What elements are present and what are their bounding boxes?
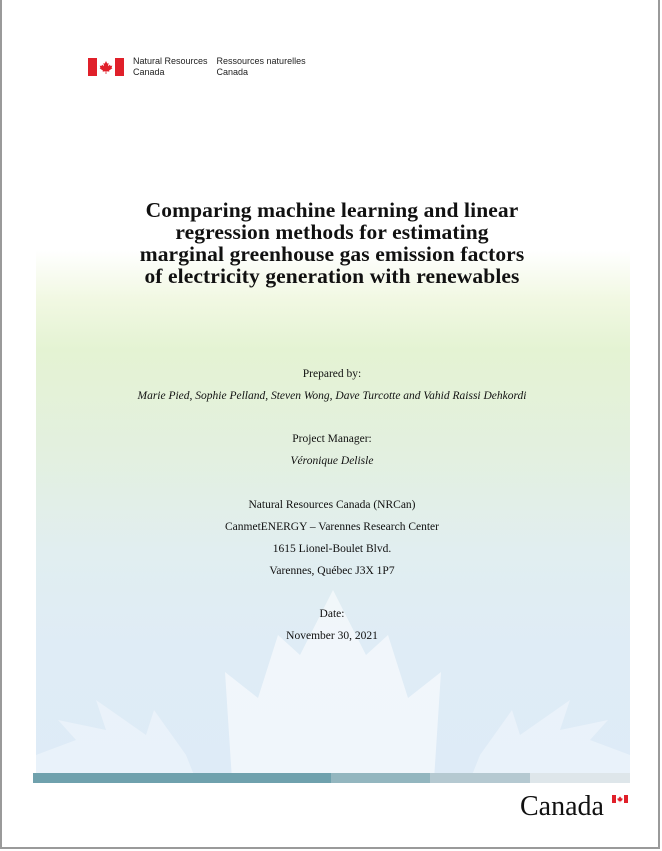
date-value: November 30, 2021 (286, 630, 378, 642)
footer-stripe (33, 773, 630, 783)
prepared-by-section (42, 363, 622, 407)
stripe-segment (33, 773, 331, 783)
title-line: of electricity generation with renewables (144, 264, 520, 288)
stripe-segment (530, 773, 630, 783)
date-section (42, 603, 622, 647)
prepared-by-label: Prepared by: (302, 368, 362, 380)
address-line: CanmetENERGY – Varennes Research Center (225, 521, 439, 533)
project-manager-label: Project Manager: (292, 433, 372, 445)
address-line: Natural Resources Canada (NRCan) (248, 499, 416, 511)
department-name-fr: Ressources naturelles Canada (216, 56, 306, 77)
department-name-en: Natural Resources Canada (133, 56, 208, 77)
fip-signature (88, 56, 315, 78)
date-label: Date: (319, 608, 345, 620)
title-line: regression methods for estimating (175, 220, 489, 244)
canada-flag-icon (88, 58, 124, 76)
stripe-segment (430, 773, 530, 783)
stripe-segment (331, 773, 430, 783)
canada-wordmark (520, 790, 630, 824)
project-manager-section (42, 428, 622, 472)
title-line: Comparing machine learning and linear (145, 198, 519, 222)
project-manager-name: Véronique Delisle (290, 455, 374, 467)
canada-wordmark-text: Canada (520, 791, 604, 822)
title-line: marginal greenhouse gas emission factors (139, 242, 525, 266)
address-section (42, 494, 622, 582)
report-title (62, 199, 602, 287)
canada-flag-icon (612, 795, 628, 803)
authors: Marie Pied, Sophie Pelland, Steven Wong, Dave Turcotte and Vahid Raissi Dehkordi (137, 390, 527, 402)
address-line: Varennes, Québec J3X 1P7 (269, 565, 395, 577)
address-line: 1615 Lionel-Boulet Blvd. (272, 543, 392, 555)
